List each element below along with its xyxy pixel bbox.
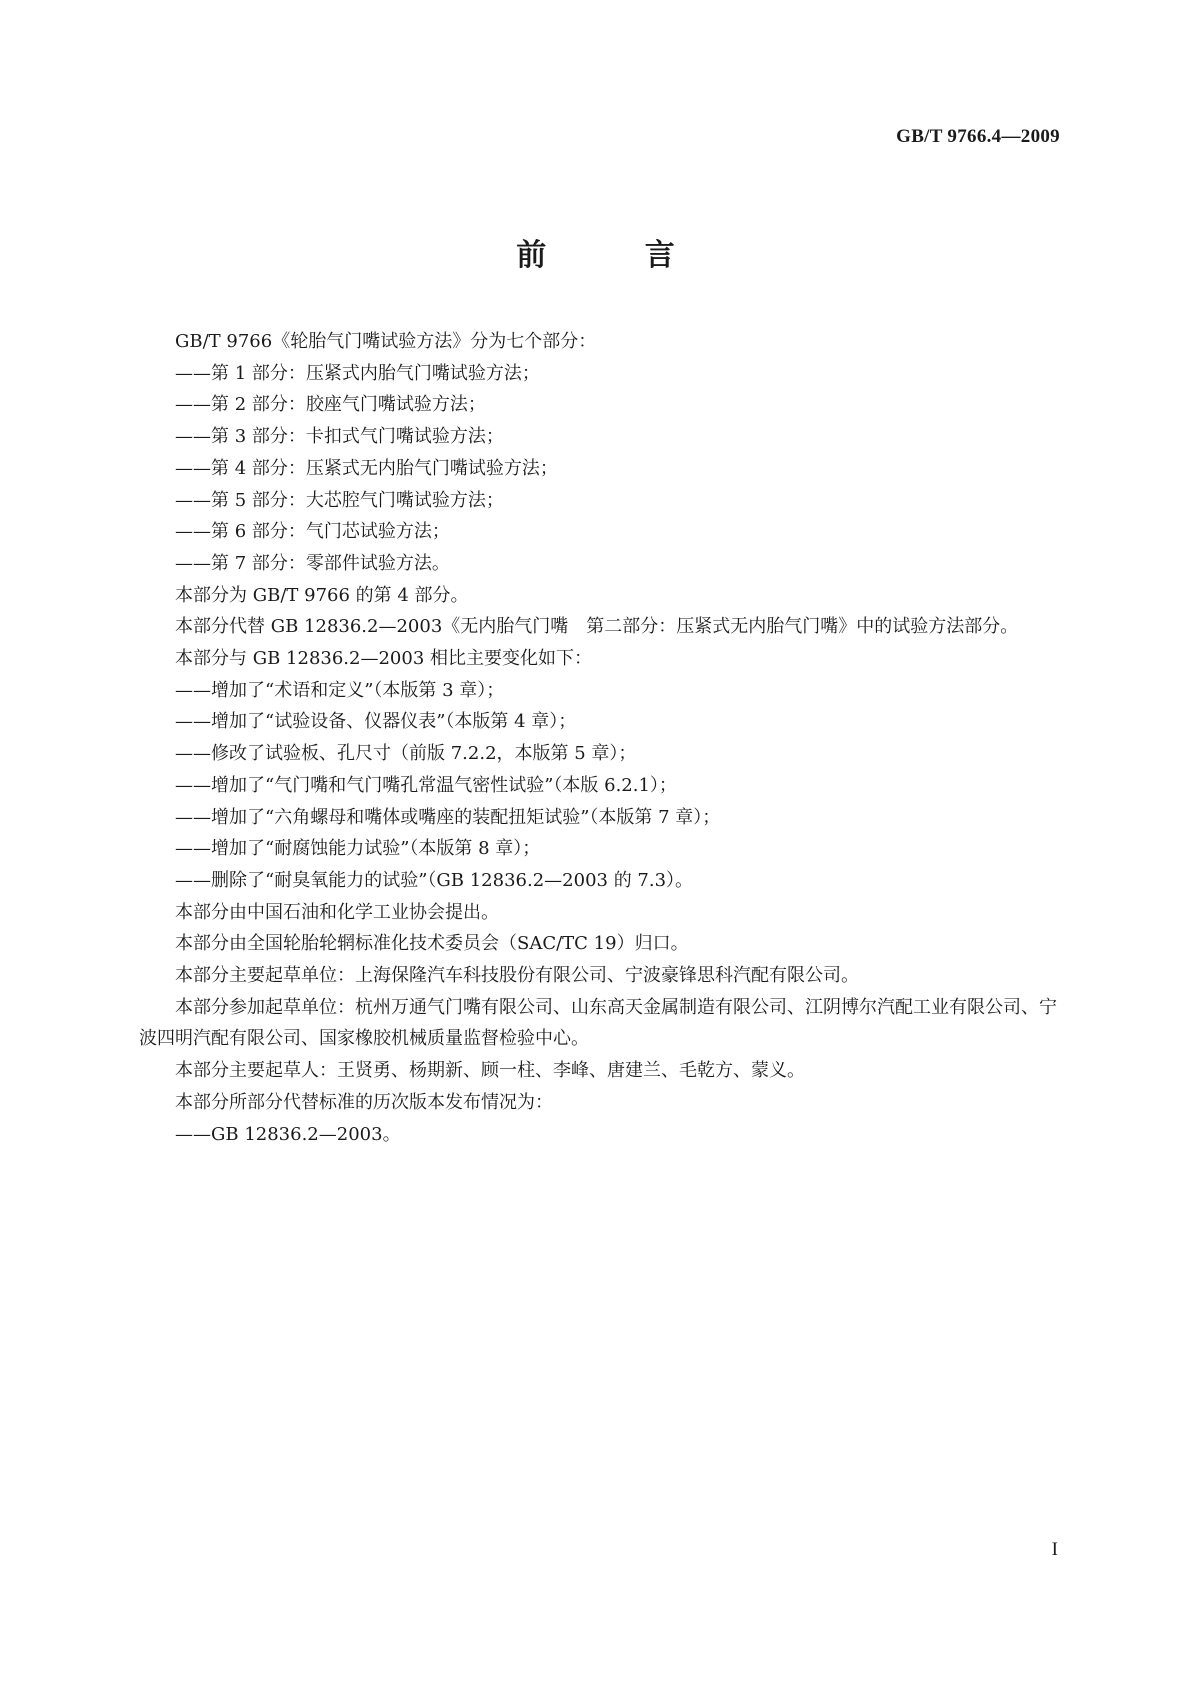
change-list-item: ——修改了试验板、孔尺寸（前版 7.2.2，本版第 5 章）； [175, 743, 637, 765]
participating-units-paragraph: 本部分参加起草单位：杭州万通气门嘴有限公司、山东高天金属制造有限公司、江阴博尔汽配工业有限公司、宁波四明汽配有限公司、国家橡胶机械质量监督检验中心。 [139, 996, 1057, 1050]
this-part-paragraph: 本部分为 GB/T 9766 的第 4 部分。 [175, 584, 469, 606]
part-list-item: ——第 6 部分：气门芯试验方法； [175, 521, 450, 543]
part-list-item: ——第 5 部分：大芯腔气门嘴试验方法； [175, 489, 504, 511]
main-drafting-units-paragraph: 本部分主要起草单位：上海保隆汽车科技股份有限公司、宁波豪锋思科汽配有限公司。 [175, 965, 859, 987]
standard-number: GB/T 9766.4—2009 [896, 126, 1060, 147]
change-list-item: ——增加了“试验设备、仪器仪表”（本版第 4 章）； [175, 711, 577, 733]
change-list-item: ——增加了“耐腐蚀能力试验”（本版第 8 章）； [175, 838, 541, 860]
centralized-by-paragraph: 本部分由全国轮胎轮辋标准化技术委员会（SAC/TC 19）归口。 [175, 933, 689, 955]
part-list-item: ——第 3 部分：卡扣式气门嘴试验方法； [175, 426, 504, 448]
main-drafters-paragraph: 本部分主要起草人：王贤勇、杨期新、顾一柱、李峰、唐建兰、毛乾方、蒙义。 [175, 1060, 805, 1082]
history-intro-paragraph: 本部分所部分代替标准的历次版本发布情况为： [175, 1091, 553, 1113]
part-list-item: ——第 7 部分：零部件试验方法。 [175, 552, 450, 574]
part-list-item: ——第 2 部分：胶座气门嘴试验方法； [175, 394, 486, 416]
change-list-item: ——删除了“耐臭氧能力的试验”（GB 12836.2—2003 的 7.3）。 [175, 869, 694, 891]
change-list-item: ——增加了“气门嘴和气门嘴孔常温气密性试验”（本版 6.2.1）； [175, 774, 677, 796]
change-list-item: ——增加了“术语和定义”（本版第 3 章）； [175, 679, 505, 701]
change-list-item: ——增加了“六角螺母和嘴体或嘴座的装配扭矩试验”（本版第 7 章）； [175, 806, 721, 828]
part-list-item: ——第 4 部分：压紧式无内胎气门嘴试验方法； [175, 457, 558, 479]
changes-intro-paragraph: 本部分与 GB 12836.2—2003 相比主要变化如下： [175, 648, 593, 670]
proposed-by-paragraph: 本部分由中国石油和化学工业协会提出。 [175, 901, 499, 923]
replaces-paragraph: 本部分代替 GB 12836.2—2003《无内胎气门嘴 第二部分：压紧式无内胎气门嘴》中的试验方法部分。 [175, 616, 1019, 638]
page-title: 前 言 [516, 238, 719, 273]
history-list-item: ——GB 12836.2—2003。 [175, 1123, 401, 1145]
document-body [139, 326, 1059, 1150]
page-number: I [1051, 1539, 1058, 1560]
intro-paragraph: GB/T 9766《轮胎气门嘴试验方法》分为七个部分： [175, 331, 597, 352]
part-list-item: ——第 1 部分：压紧式内胎气门嘴试验方法； [175, 362, 540, 384]
